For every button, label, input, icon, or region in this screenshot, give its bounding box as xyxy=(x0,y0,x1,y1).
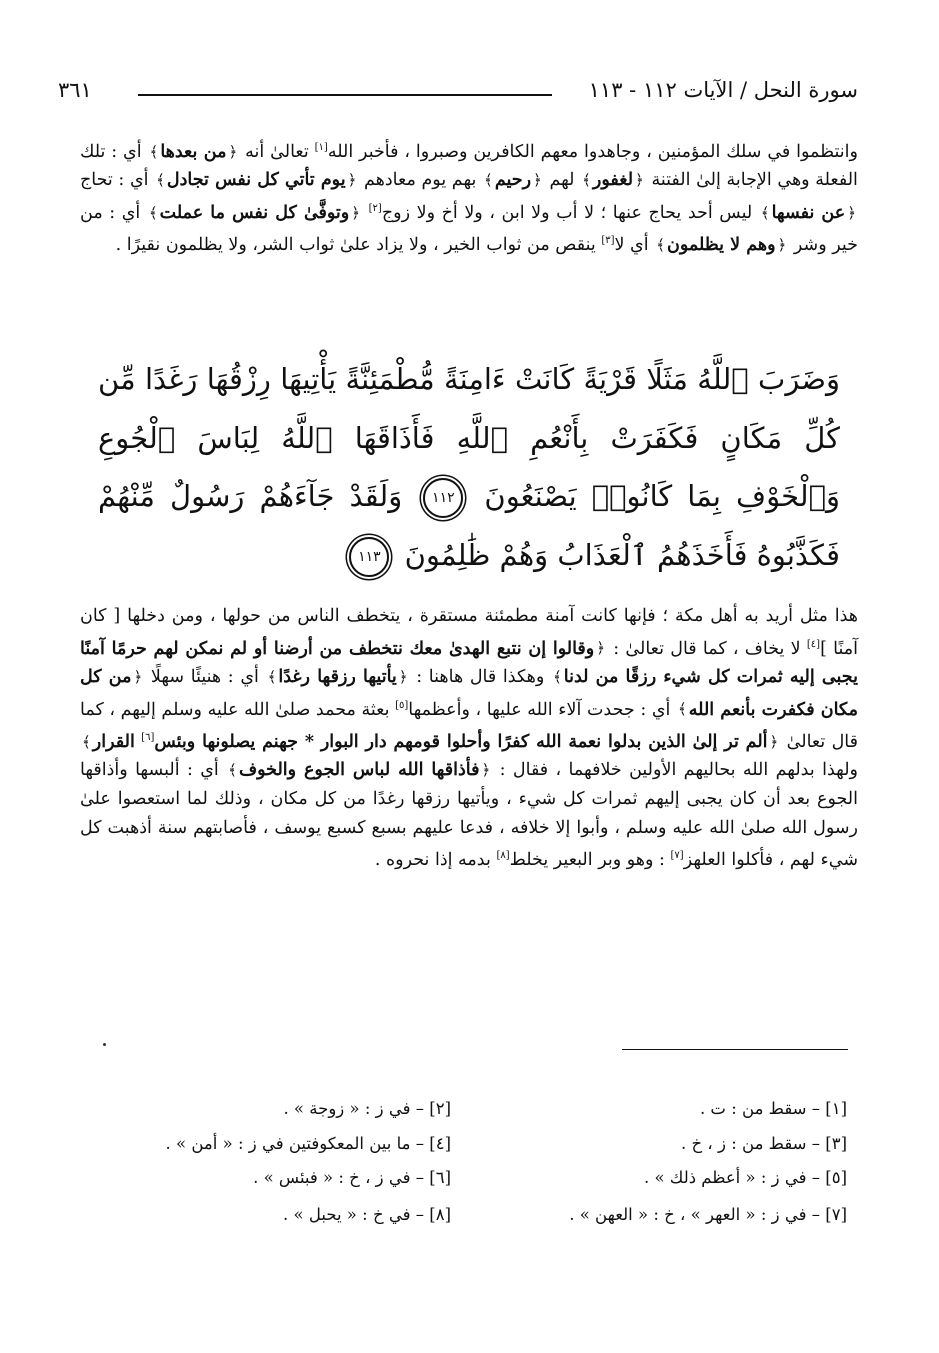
print-speck xyxy=(103,1043,106,1046)
header-rule xyxy=(138,94,552,96)
verse-number-mark: ١١٣ xyxy=(349,537,389,577)
footnote-ref: [٦] xyxy=(141,732,155,744)
footnote-ref: [٣] xyxy=(601,235,615,247)
quote: عن نفسها xyxy=(771,202,846,223)
quote: وهم لا يظلمون xyxy=(667,235,776,256)
quote: لغفور xyxy=(592,170,634,191)
quote: من بعدها xyxy=(160,141,227,162)
footnote-1: [١] – سقط من : ت . xyxy=(699,1099,847,1118)
footnote-8: [٨] – في خ : « يحبل » . xyxy=(283,1205,451,1224)
commentary-paragraph-2: هذا مثل أريد به أهل مكة ؛ فإنها كانت آمنة مطمئنة مستقرة ، يتخطف الناس من حولها ، ومن دخلها [ كان آمنًا ][٤] لا يخاف ، كما قال تعالىٰ : ﴿وقالوا إن نتبع الهدىٰ معك نتخطف من أرضنا أو لم نمكن لهم حرمًا آمنًا يجبى إليه ثمرات كل شيء رزقًا من لدنا﴾ وهكذا قال هاهنا : ﴿يأتيها رزقها رغدًا﴾ أي : هنيئًا سهلًا ﴿من كل مكان فكفرت بأنعم الله﴾ أي : جحدت آلاء الله عليها ، وأعظمها[٥] بعثة محمد صلىٰ الله عليه وسلم إليهم ، كما قال تعالىٰ ﴿ألم تر إلىٰ الذين بدلوا نعمة الله كفرًا وأحلوا قومهم دار البوار * جهنم يصلونها وبئس[٦] القرار﴾ ولهذا بدلهم الله بحاليهم الأولين خلافهما ، فقال : ﴿فأذاقها الله لباس الجوع والخوف﴾ أي : ألبسها وأذاقها الجوع بعد أن كان يجبى إليهم ثمرات كل شيء ، ويأتيها رزقها رغدًا من كل مكان ، وذلك لما استعصوا علىٰ رسول الله صلىٰ الله عليه وسلم ، وأبوا إلا خلافه ، فدعا عليهم بسبع كسبع يوسف ، فأصابتهم سنة أذهبت كل شيء لهم ، فأكلوا العلهز[٧] : وهو وبر البعير يخلط[٨] بدمه إذا نحروه . xyxy=(80,606,858,871)
footnote-ref: [٥] xyxy=(395,699,409,711)
quote: رحيم xyxy=(494,170,532,191)
footnote-2: [٢] – في ز : « زوجة » . xyxy=(283,1099,451,1118)
quote: يوم تأتي كل نفس تجادل xyxy=(166,170,346,191)
quote: وقالوا إن نتبع الهدىٰ معك نتخطف من أرضنا أو لم نمكن لهم حرمًا آمنًا يجبى إليه ثمرات كل شيء رزقًا من لدنا xyxy=(80,638,858,688)
page-number: ٣٦١ xyxy=(58,78,92,102)
verse-112-text: وَضَرَبَ ٱللَّهُ مَثَلًا قَرْيَةً كَانَتْ ءَامِنَةً مُّطْمَئِنَّةً يَأْتِيهَا رِزْقُهَا رَغَدًا مِّن كُلِّ مَكَانٍ فَكَفَرَتْ بِأَنْعُمِ ٱللَّهِ فَأَذَاقَهَا ٱللَّهُ لِبَاسَ ٱلْجُوعِ وَٱلْخَوْفِ بِمَا كَانُوا۟ يَصْنَعُونَ xyxy=(98,362,841,513)
footnote-ref: [٨] xyxy=(496,850,510,862)
footnote-5: [٥] – في ز : « أعظم ذلك » . xyxy=(643,1168,847,1187)
footnote-4: [٤] – ما بين المعكوفتين في ز : « أمن » . xyxy=(165,1134,451,1153)
footnote-ref: [٤] xyxy=(806,638,821,650)
page-header xyxy=(58,78,858,112)
quote: وتوفَّىٰ كل نفس ما عملت xyxy=(159,202,350,223)
footnote-ref: [٧] xyxy=(670,850,684,862)
footnote-7: [٧] – في ز : « العهر » ، خ : « العهن » . xyxy=(569,1205,847,1224)
footnote-ref: [٢] xyxy=(368,203,382,215)
quote: القرار xyxy=(92,731,135,752)
footnote-ref: [١] xyxy=(314,142,328,153)
verse-number-mark: ١١٢ xyxy=(423,478,463,518)
quote: ألم تر إلىٰ الذين بدلوا نعمة الله كفرًا وأحلوا قومهم دار البوار * جهنم يصلونها وبئس xyxy=(154,731,768,752)
quote: من كل مكان فكفرت بأنعم الله xyxy=(80,667,858,720)
footnote-3: [٣] – سقط من : ز ، خ . xyxy=(681,1134,847,1153)
surah-title: سورة النحل / الآيات ١١٢ - ١١٣ xyxy=(588,78,858,102)
quote: يأتيها رزقها رغدًا xyxy=(278,667,397,688)
commentary-paragraph-1: وانتظموا في سلك المؤمنين ، وجاهدوا معهم الكافرين وصبروا ، فأخبر الله[١] تعالىٰ أنه ﴿من بعدها﴾ أي : تلك الفعلة وهي الإجابة إلىٰ الفتنة ﴿لغفور﴾ لهم ﴿رحيم﴾ بهم يوم معادهم ﴿يوم تأتي كل نفس تجادل﴾ أي : تحاج ﴿عن نفسها﴾ ليس أحد يحاج عنها ؛ لا أب ولا ابن ، ولا أخ ولا زوج[٢] ﴿وتوفَّىٰ كل نفس ما عملت﴾ أي : من خير وشر ﴿وهم لا يظلمون﴾ أي لا[٣] ينقص من ثواب الخير ، ولا يزاد علىٰ ثواب الشر، ولا يظلمون نقيرًا . xyxy=(80,141,858,256)
footnote-separator xyxy=(622,1049,848,1050)
quote: فأذاقها الله لباس الجوع والخوف xyxy=(238,760,480,781)
footnote-6: [٦] – في ز ، خ : « فبئس » . xyxy=(253,1168,451,1187)
quran-verse-block xyxy=(98,350,840,584)
verse-113-text: وَلَقَدْ جَآءَهُمْ رَسُولٌ مِّنْهُمْ فَكَذَّبُوهُ فَأَخَذَهُمُ ٱلْعَذَابُ وَهُمْ ظَٰلِمُونَ xyxy=(98,479,840,572)
